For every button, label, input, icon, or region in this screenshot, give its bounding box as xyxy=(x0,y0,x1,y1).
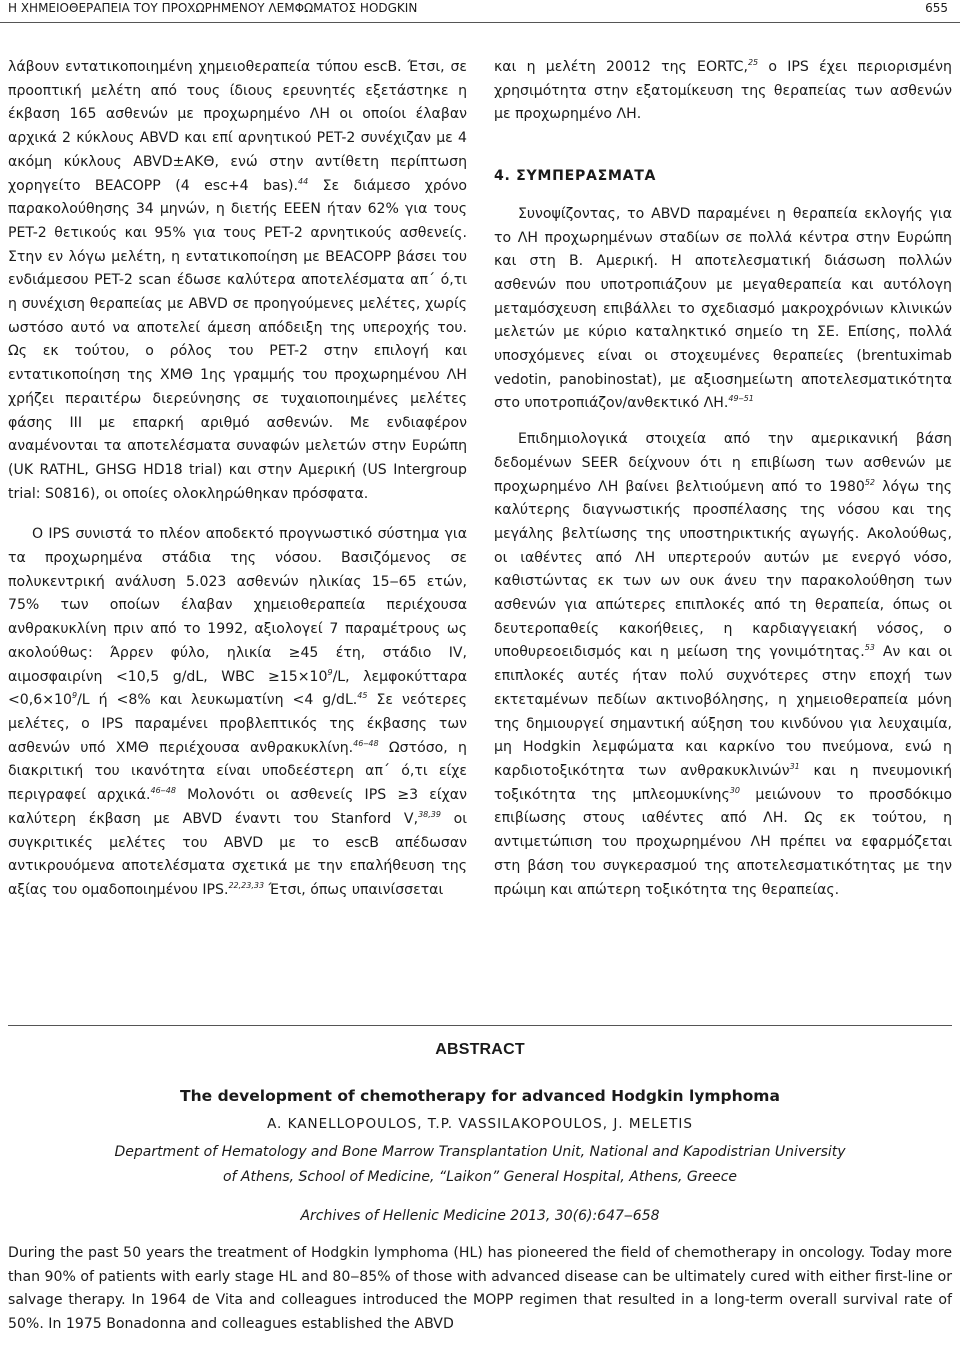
citation: 25 xyxy=(747,58,759,67)
citation: 49‒51 xyxy=(728,394,754,404)
section-heading: 4. ΣΥΜΠΕΡΑΣΜΑΤΑ xyxy=(494,168,657,185)
citation: 53 xyxy=(864,643,875,653)
abstract-authors: A. KANELLOPOULOS, T.P. VASSILAKOPOULOS, J. MELETIS xyxy=(267,1116,693,1132)
citation: 46‒48 xyxy=(150,786,176,796)
superscript: 9 xyxy=(327,667,333,677)
right-column xyxy=(494,56,952,902)
paragraph: Συνοψίζοντας, το ABVD παραμένει η θεραπεία εκλογής για το ΛΗ προχωρημένων σταδίων σε πολλά κέντρα στην Ευρώπη και στη Β. Αμερική. Η αποτελεσματική διάσωση πολλών ασθενών που υποτροπιάζουν με μεγαθεραπεία και αυτόλογη μεταμόσχευση επιβάλλει το σχεδιασμό μακροχρόνιων κλινικών μελετών με κύριο καταληκτικό σημείο τη ΣΕ. Επίσης, πολλά υποσχόμενες είναι οι στοχευμένες θεραπείες (brentuximab vedotin, panobinostat), με αξιοσημείωτη αποτελεσματικότητα στο υποτροπιάζον/ανθεκτικό ΛΗ.$^{49‒51}$ xyxy=(494,205,952,412)
abstract-journal-citation: Archives of Hellenic Medicine 2013, 30(6):647‒658 xyxy=(300,1208,660,1224)
citation: 22,23,33 xyxy=(228,880,265,890)
abstract-affiliation xyxy=(8,1140,952,1190)
running-title: Η ΧΗΜΕΙΟΘΕΡΑΠΕΙΑ ΤΟΥ ΠΡΟΧΩΡΗΜΕΝΟΥ ΛΕΜΦΩΜΑΤΟΣ HODGKIN xyxy=(8,1,418,15)
citation: 31 xyxy=(789,761,800,771)
abstract-title: The development of chemotherapy for advanced Hodgkin lymphoma xyxy=(180,1087,780,1105)
abstract-body: During the past 50 years the treatment of Hodgkin lymphoma (HL) has pioneered the field of chemotherapy in oncology. Today more than 90% of patients with early stage HL and 80‒85% of those with advanced disease can be ultimately cured with either first-line or salvage therapy. In 1964 de Vita and colleagues introduced the MOPP regimen that resulted in a long-term overall survival rate of 50%. In 1975 Bonadonna and colleagues established the ABVD xyxy=(8,1245,952,1333)
paragraph: λάβουν εντατικοποιημένη χημειοθεραπεία τύπου escB. Έτσι, σε προοπτική μελέτη από τους ίδιους ερευνητές εξετάστηκε η έκβαση 165 ασθενών με προχωρημένο ΛΗ οι οποίοι έλαβαν αρχικά 2 κύκλους ABVD και επί αρνητικού PET-2 συνέχιζαν με 4 ακόμη κύκλους ABVD±ΑΚΘ, ενώ στην αντίθετη περίπτωση χορηγείτο BEACOPP (4 esc+4 bas).$^{44}$ Σε διάμεσο χρόνο παρακολούθησης 34 μηνών, η διετής ΕΕΕΝ ήταν 62% για τους PET-2 θετικούς και 95% για τους PET-2 αρνητικούς ασθενείς. Στην εν λόγω μελέτη, η εντατικοποίηση με BEACOPP βάσει του ενδιάμεσου PET-2 scan έδωσε καλύτερα αποτελέσματα απ΄ ό,τι η συνέχιση θεραπείας με ABVD σε προηγούμενες μελέτες, χωρίς ωστόσο αυτό να αποτελεί άμεση απόδειξη της υπεροχής του. Ως εκ τούτου, ο ρόλος του PET-2 στην επιλογή και εντατικοποίηση της ΧΜΘ 1ης γραμμής του προχωρημένου ΛΗ χρήζει περαιτέρω διερεύνησης σε τυχαιοποιημένες μελέτες φάσης III με επαρκή αριθμό ασθενών. Με ενδιαφέρον αναμένονται τα αποτελέσματα συναφών μελετών στην Ευρώπη (UK RATHL, GHSG HD18 trial) και στην Αμερική (US Intergroup trial: S0816), οι οποίες ολοκληρώθηκαν πρόσφατα. xyxy=(8,59,467,502)
abstract-section xyxy=(8,1040,952,1337)
affiliation-line: of Athens, School of Medicine, “Laikon” General Hospital, Athens, Greece xyxy=(222,1169,738,1185)
paragraph: Ο IPS συνιστά το πλέον αποδεκτό προγνωστικό σύστημα για τα προχωρημένα στάδια της νόσου. Βασιζόμενος σε πολυκεντρική ανάλυση 5.023 ασθενών ηλικίας 15‒65 ετών, 75% των οποίων έλαβαν χημειοθεραπεία περιέχουσα ανθρακυκλίνη πριν από το 1992, αξιολογεί 7 παραμέτρους ως ακολούθως: Άρρεν φύλο, ηλικία ≥45 έτη, στάδιο IV, αιμοσφαιρίνη <10,5 g/dL, WBC $\ge 15\times 10^9/L$, $\lambda\varepsilon\mu\varphi o\kappa ύ\tau\tau\alpha\rho\alpha <0,6\times 10^9/L$ ή <8% και λευκωματίνη <4 g/dL.$^{45}$ Σε νεότερες μελέτες, ο IPS παραμένει προβλεπτικός της έκβασης των ασθενών υπό ΧΜΘ περιέχουσα ανθρακυκλίνη.$^{46‒48}$ Ωστόσο, η διακριτική του ικανότητα είναι υποδεέστερη απ΄ ό,τι είχε περιγραφεί αρχικά.$^{46‒48}$ Μολονότι οι ασθενείς IPS ≥3 είχαν καλύτερη έκβαση με ABVD έναντι του Stanford V,$^{38,39}$ οι συγκριτικές μελέτες του ABVD με το escB απέδωσαν αντικρουόμενα αποτελέσματα σχετικά με την επαλήθευση της αξίας του ομαδοποιημένου IPS.$^{22,23,33}$ Έτσι, όπως υπαινίσσεται xyxy=(8,526,468,898)
abstract-separator-rule xyxy=(8,1025,952,1026)
citation: 45 xyxy=(357,691,368,701)
running-header xyxy=(8,0,948,16)
left-column xyxy=(8,56,467,903)
superscript: 9 xyxy=(71,691,78,701)
paragraph: Επιδημιολογικά στοιχεία από την αμερικανική βάση δεδομένων SEER δείχνουν ότι η επιβίωση των ασθενών με προχωρημένο ΛΗ βαίνει βελτιούμενη από το 1980$^{52}$ λόγω της καλύτερης διαγνωστικής προσπέλασης της νόσου και της μεγάλης βελτίωσης της υποστηρικτικής αγωγής. Ακολούθως, οι ιαθέντες από ΛΗ υπερτερούν αυτών με ενεργό νόσο, καθιστώντας εκ των ων ουκ άνευ την παρακολούθηση των ασθενών για απώτερες επιπλοκές από τη θεραπεία, όπως οι δευτεροπαθείς κακοήθειες, η καρδιαγγειακή νόσος, ο υποθυρεοειδισμός και η μείωση της γονιμότητας.$^{53}$ Αν και οι επιπλοκές αυτές ήταν πολύ συχνότερες στην εποχή των εκτεταμένων πεδίων ακτινοβόλησης, η χημειοθεραπεία μόνη της δημιουργεί σημαντική αύξηση του κινδύνου για λευχαιμία, μη Hodgkin λεμφώματα και καρκίνο του πνεύμονα, ενώ η καρδιοτοξικότητα των ανθρακυκλινών$^{31}$ και η πνευμονική τοξικότητα της μπλεομυκίνης$^{30}$ μειώνουν το προσδόκιμο επιβίωσης στους ιαθέντες από ΛΗ. Ως εκ τούτου, η αντιμετώπιση του προχωρημένου ΛΗ πρέπει να εφαρμόζεται στη βάση του συγκερασμού της αποτελεσματικότητας με την πρώιμη και απώτερη τοξικότητα της θεραπείας. xyxy=(494,431,952,898)
citation: 38,39 xyxy=(418,809,441,819)
page-number: 655 xyxy=(925,1,948,15)
affiliation-line: Department of Hematology and Bone Marrow Transplantation Unit, National and Kapodistrian University xyxy=(114,1144,846,1160)
abstract-label: ABSTRACT xyxy=(435,1041,525,1058)
citation: 30 xyxy=(729,785,740,795)
citation: 46‒48 xyxy=(353,738,379,748)
citation: 44 xyxy=(297,176,309,186)
paragraph: και η μελέτη 20012 της EORTC,$^{25}$ ο IPS έχει περιορισμένη χρησιμότητα στην εξατομίκευση της θεραπείας των ασθενών με προχωρημένο ΛΗ. xyxy=(494,58,952,123)
citation: 52 xyxy=(864,477,876,487)
header-rule xyxy=(0,22,960,23)
